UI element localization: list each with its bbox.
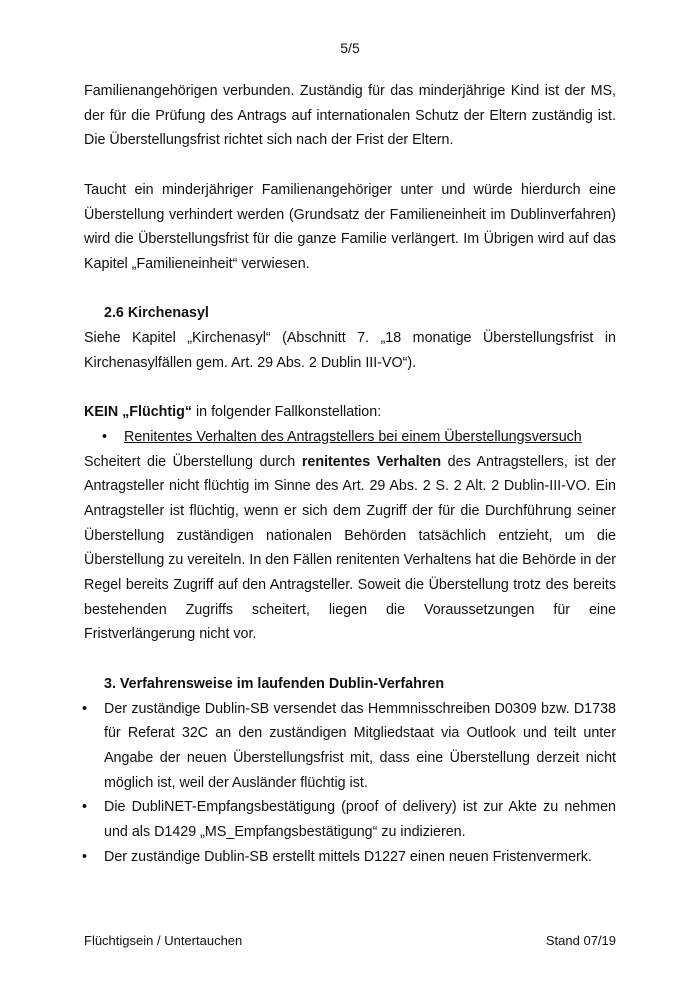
renitent-text-before: Scheitert die Überstellung durch <box>84 453 302 470</box>
list-item <box>84 795 616 844</box>
heading-kirchenasyl: 2.6 Kirchenasyl <box>104 305 209 322</box>
bullet-renitentes-text: Renitentes Verhalten des Antragstellers bei einem Überstellungsversuch <box>124 428 582 445</box>
bullet-icon: • <box>82 848 88 865</box>
footer-date: Stand 07/19 <box>545 933 616 948</box>
paragraph-kirchenasyl: Siehe Kapitel „Kirchenasyl“ (Abschnitt 7. „18 monatige Überstellungsfrist in Kirchenasylfällen gem. Art. 29 Abs. 2 Dublin III-VO“). <box>84 330 616 371</box>
list-item-text: Der zuständige Dublin-SB versendet das Hemmnisschreiben D0309 bzw. D1738 für Referat 32C an den zuständigen Mitgliedstaat via Outlook und teilt unter Angabe der neuen Überstellungsfrist mit, dass eine Überstellung derzeit nicht möglich ist, weil der Ausländer flüchtig ist. <box>104 700 616 791</box>
kein-fluechtig-bold: KEIN „Flüchtig“ <box>84 404 193 421</box>
heading-verfahrensweise: 3. Verfahrensweise im laufenden Dublin-Verfahren <box>104 675 445 692</box>
page-number: 5/5 <box>340 40 360 56</box>
paragraph-renitentes-verhalten <box>84 450 616 648</box>
renitent-text-after: des Antragstellers, ist der Antragsteller nicht flüchtig im Sinne des Art. 29 Abs. 2 S. 2 Alt. 2 Dublin-III-VO. Ein Antragsteller ist flüchtig, wenn er sich dem Zugriff der für die Durchführung seiner Überstellung zuständigen nationalen Behörden tatsächlich entzieht, um die Überstellung zu vereiteln. In den Fällen renitenten Verhaltens hat die Behörde in der Regel bereits Zugriff auf den Antragsteller. Soweit die Überstellung trotz des bereits bestehenden Zugriffs scheitert, liegen die Voraussetzungen für eine Fristverlängerung nicht vor. <box>84 453 617 643</box>
footer-title: Flüchtigsein / Untertauchen <box>84 933 243 948</box>
bullet-icon: • <box>82 799 88 816</box>
bullet-icon: • <box>102 428 108 445</box>
kein-fluechtig-intro <box>84 400 616 425</box>
list-item-text: Die DubliNET-Empfangsbestätigung (proof of delivery) ist zur Akte zu nehmen und als D1429 „MS_Empfangsbestätigung“ zu indizieren. <box>104 799 616 841</box>
renitent-text-bold: renitentes Verhalten <box>301 453 442 470</box>
bullet-icon: • <box>82 700 88 717</box>
bullet-renitentes-verhalten <box>84 425 616 450</box>
paragraph-family-members: Familienangehörigen verbunden. Zuständig für das minderjährige Kind ist der MS, der für die Prüfung des Antrags auf internationalen Schutz der Eltern zuständig ist. Die Überstellungsfrist richtet sich nach der Frist der Eltern. <box>84 83 616 149</box>
list-item <box>84 697 616 796</box>
document-body <box>84 79 616 869</box>
paragraph-minor-disappears: Taucht ein minderjähriger Familienangehöriger unter und würde hierdurch eine Überstellung verhindert werden (Grundsatz der Familieneinheit im Dublinverfahren) wird die Überstellungsfrist für die ganze Familie verlängert. Im Übrigen wird auf das Kapitel „Familieneinheit“ verwiesen. <box>84 181 616 272</box>
list-item-text: Der zuständige Dublin-SB erstellt mittels D1227 einen neuen Fristenvermerk. <box>104 848 592 865</box>
kein-fluechtig-rest: in folgender Fallkonstellation: <box>192 404 382 421</box>
list-item <box>84 845 616 870</box>
